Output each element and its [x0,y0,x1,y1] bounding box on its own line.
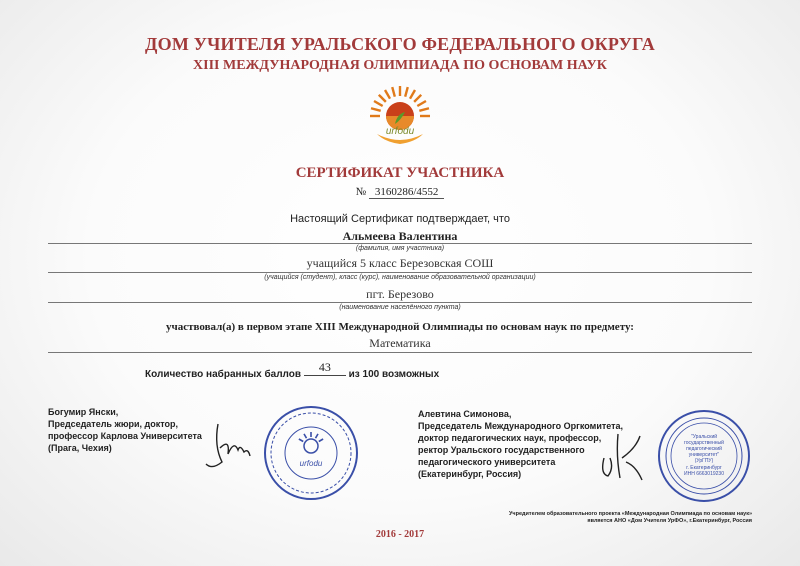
left-signer-line1: Богумир Янски, [48,407,119,417]
academic-years: 2016 - 2017 [375,529,425,540]
olympiad-seal [262,404,360,502]
logo-text: urfodu [385,126,415,137]
right-signer [418,408,623,480]
seal-center-text: urfodu [299,459,323,468]
seal-line7: ИНН 6663019230 [683,471,725,477]
locality-hint: (наименование населённого пункта) [339,304,461,311]
score-label-before: Количество набранных баллов [145,369,302,380]
status-hint: (учащийся (студент), класс (курс), наименование образовательной организации) [264,274,536,281]
participant-name: Альмеева Валентина [342,229,458,243]
left-signer-line3: профессор Карлова Университета [48,431,202,441]
number-prefix: № [355,186,367,198]
left-signature [200,418,260,483]
name-underline [48,243,752,244]
seal-line5: (УрГПУ) [694,458,714,464]
org-title: ДОМ УЧИТЕЛЯ УРАЛЬСКОГО ФЕДЕРАЛЬНОГО ОКРУГА [145,34,655,54]
founder-note [509,511,752,525]
founder-note-line2: является АНО «Дом Учителя УрФО», г.Екатеринбург, Россия [587,518,752,524]
left-signer [48,406,202,454]
seal-line2: государственный [684,440,724,446]
status-underline [48,272,752,273]
participation-text: участвовал(а) в первом этапе XIII Международной Олимпиады по основам наук по предмету: [166,321,634,333]
left-signer-line4: (Прага, Чехия) [48,443,112,453]
score-label-after: из 100 возможных [348,369,440,380]
right-signer-line6: (Екатеринбург, Россия) [418,469,522,479]
seal-line4: университет" [688,452,720,458]
subject-underline [48,352,752,353]
right-signature [596,428,648,489]
name-hint: (фамилия, имя участника) [355,245,445,252]
right-signer-line1: Алевтина Симонова, [418,409,512,419]
seal-line6: г. Екатеринбург [686,465,722,471]
urfodu-logo [355,84,445,154]
participant-status: учащийся 5 класс Березовская СОШ [306,256,494,270]
subject: Математика [369,336,431,350]
certificate-number-row [0,186,800,198]
university-seal [656,408,752,504]
certificate-number: 3160286/4552 [369,186,445,199]
right-signer-line5: педагогического университета [418,457,556,467]
score-row [145,360,440,382]
left-signer-line2: Председатель жюри, доктор, [48,419,179,429]
right-signer-line2: Председатель Международного Оргкомитета, [418,421,624,431]
olympiad-title: XIII МЕЖДУНАРОДНАЯ ОЛИМПИАДА ПО ОСНОВАМ НАУК [193,58,607,73]
locality-underline [48,302,752,303]
founder-note-line1: Учредителем образовательного проекта «Международная Олимпиада по основам наук» [509,511,752,517]
seal-line3: педагогический [686,446,722,452]
seal-line1: "Уральский [690,434,718,440]
right-signer-line4: ректор Уральского государственного [418,445,585,455]
right-signer-line3: доктор педагогических наук, профессор, [418,433,602,443]
certificate-title: СЕРТИФИКАТ УЧАСТНИКА [295,165,505,181]
confirm-text: Настоящий Сертификат подтверждает, что [290,213,510,225]
participant-locality: пгт. Березово [366,287,434,301]
score-value: 43 [304,360,346,376]
